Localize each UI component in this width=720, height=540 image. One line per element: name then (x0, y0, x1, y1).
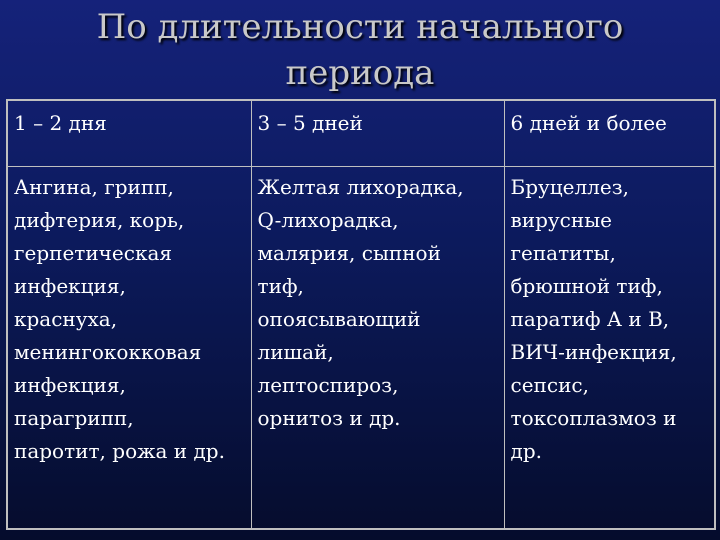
header-cell-1-2-days: 1 – 2 дня (7, 100, 251, 166)
slide-title (0, 4, 720, 96)
disease-line: ВИЧ-инфекция, (510, 339, 677, 364)
disease-line: краснуха, (14, 306, 118, 331)
header-cell-6-plus-days: 6 дней и более (504, 100, 715, 166)
disease-line: парагрипп, (14, 405, 134, 430)
disease-line: лептоспироз, (257, 372, 399, 397)
disease-line: токсоплазмоз и (510, 405, 677, 430)
disease-line: сепсис, (510, 372, 589, 397)
disease-line: паротит, рожа и др. (14, 438, 225, 463)
disease-line: Бруцеллез, (510, 174, 629, 199)
disease-line: малярия, сыпной (257, 240, 441, 265)
slide-title-line-2: периода (285, 53, 435, 93)
disease-line: др. (510, 438, 542, 463)
disease-line: лишай, (257, 339, 334, 364)
slide-title-line-1: По длительности начального (96, 7, 624, 47)
disease-line: тиф, (257, 273, 304, 298)
diseases-cell-1-2-days (7, 166, 251, 529)
diseases-cell-6-plus-days (504, 166, 715, 529)
disease-line: инфекция, (14, 372, 126, 397)
header-cell-3-5-days: 3 – 5 дней (251, 100, 504, 166)
incubation-period-table (6, 99, 716, 530)
disease-line: гепатиты, (510, 240, 616, 265)
disease-line: паратиф А и В, (510, 306, 670, 331)
disease-line: дифтерия, корь, (14, 207, 185, 232)
disease-line: Желтая лихорадка, (257, 174, 464, 199)
disease-line: орнитоз и др. (257, 405, 401, 430)
table-header-row (7, 100, 715, 166)
disease-line: менингококковая (14, 339, 202, 364)
disease-line: вирусные (510, 207, 612, 232)
table-body-row (7, 166, 715, 529)
disease-line: Q-лихорадка, (257, 207, 399, 232)
diseases-cell-3-5-days (251, 166, 504, 529)
disease-line: герпетическая (14, 240, 172, 265)
disease-line: Ангина, грипп, (14, 174, 174, 199)
disease-line: инфекция, (14, 273, 126, 298)
disease-line: опоясывающий (257, 306, 421, 331)
disease-line: брюшной тиф, (510, 273, 663, 298)
